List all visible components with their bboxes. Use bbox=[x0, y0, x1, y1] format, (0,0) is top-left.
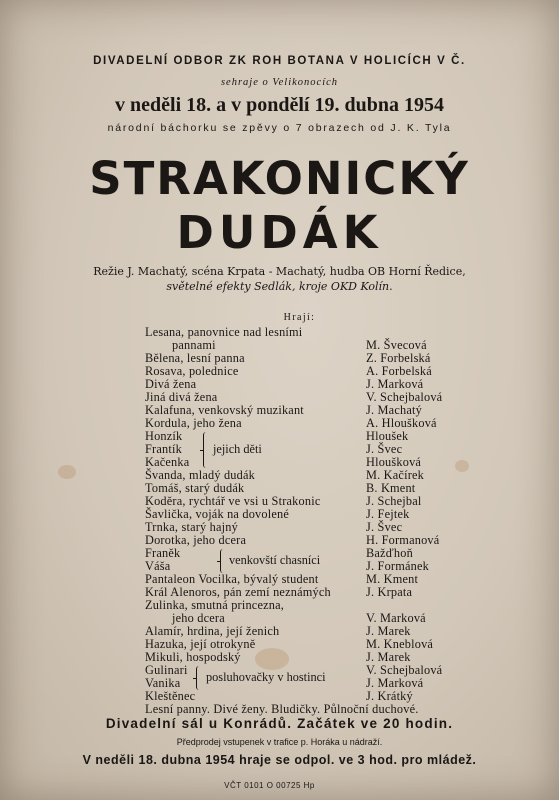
actor-name: Z. Forbelská bbox=[366, 351, 431, 365]
actor-name: B. Kment bbox=[366, 481, 416, 495]
title-line-1: STRAKONICKÝ bbox=[89, 152, 470, 205]
actor-name: J. Švec bbox=[366, 442, 403, 456]
role-name: Tomáš, starý dudák bbox=[145, 481, 245, 495]
actor-name: V. Schejbalová bbox=[366, 663, 443, 677]
organizer-line: DIVADELNÍ ODBOR ZK ROH BOTANA V HOLICÍCH V Č. bbox=[93, 55, 466, 67]
title-line-2: DUDÁK bbox=[176, 206, 383, 259]
group-label: venkovští chasníci bbox=[229, 553, 321, 567]
actor-name: J. Schejbal bbox=[366, 494, 422, 508]
role-name: Hazuka, její otrokyně bbox=[145, 637, 256, 651]
group-label: jejich děti bbox=[213, 442, 262, 456]
actor-name: Bažďhoň bbox=[366, 546, 413, 560]
matinee-line: V neděli 18. dubna 1954 hraje se odpol. ve 3 hod. pro mládež. bbox=[82, 753, 477, 767]
actor-name: Hloušková bbox=[366, 455, 422, 469]
role-name: Franěk bbox=[145, 546, 181, 560]
role-name: Koděra, rychtář ve vsi u Strakonic bbox=[145, 494, 321, 508]
brace bbox=[196, 666, 202, 690]
actor-name: J. Machatý bbox=[366, 403, 422, 417]
actor-name: M. Kačírek bbox=[366, 468, 424, 482]
actor-name: V. Schejbalová bbox=[366, 390, 443, 404]
role-name: Lesní panny. Divé ženy. Bludičky. Půlnoční duchové. bbox=[145, 702, 419, 716]
brace bbox=[203, 432, 209, 468]
role-name: Rosava, polednice bbox=[145, 364, 239, 378]
print-code: VČT 0101 O 00725 Hp bbox=[224, 781, 315, 790]
role-name: Kordula, jeho žena bbox=[145, 416, 242, 430]
actor-name: J. Marek bbox=[366, 650, 411, 664]
performs-line: sehraje o Velikonocích bbox=[220, 77, 339, 88]
performance-dates: v neděli 18. a v pondělí 19. dubna 1954 bbox=[115, 94, 444, 116]
role-name: Váša bbox=[145, 559, 171, 573]
actor-name: J. Krátký bbox=[366, 689, 413, 703]
role-name: Švanda, mladý dudák bbox=[145, 468, 256, 482]
role-name: Bělena, lesní panna bbox=[145, 351, 245, 365]
actor-name: J. Marková bbox=[366, 377, 424, 391]
role-name: Kalafuna, venkovský muzikant bbox=[145, 403, 304, 417]
actor-name: J. Švec bbox=[366, 520, 403, 534]
actor-name: J. Marková bbox=[366, 676, 424, 690]
actor-name: M. Kment bbox=[366, 572, 419, 586]
role-name: Gulinari bbox=[145, 663, 188, 677]
actor-name: J. Formánek bbox=[366, 559, 429, 573]
brace bbox=[220, 549, 226, 573]
actor-name: H. Formanová bbox=[366, 533, 440, 547]
role-name: Alamír, hrdina, její ženich bbox=[145, 624, 280, 638]
role-name: Jiná divá žena bbox=[145, 390, 218, 404]
role-name: pannami bbox=[172, 338, 216, 352]
cast-heading: Hrají: bbox=[283, 312, 316, 323]
actor-name: Hloušek bbox=[366, 429, 409, 443]
role-name: Divá žena bbox=[145, 377, 197, 391]
actor-name: J. Marek bbox=[366, 624, 411, 638]
play-subtitle: národní báchorku se zpěvy o 7 obrazech od J. K. Tyla bbox=[107, 122, 452, 134]
role-name: Dorotka, jeho dcera bbox=[145, 533, 247, 547]
role-name: Král Alenoros, pán zemí neznámých bbox=[145, 585, 331, 599]
actor-name: M. Kneblová bbox=[366, 637, 434, 651]
role-name: Lesana, panovnice nad lesními bbox=[145, 325, 303, 339]
actor-name: J. Krpata bbox=[366, 585, 413, 599]
presale-line: Předprodej vstupenek v trafice p. Horáka u nádraží. bbox=[176, 737, 383, 747]
actor-name: J. Fejtek bbox=[366, 507, 410, 521]
role-name: Kleštěnec bbox=[145, 689, 196, 703]
role-name: Trnka, starý hajný bbox=[145, 520, 238, 534]
actor-name: A. Forbelská bbox=[366, 364, 432, 378]
role-name: Mikuli, hospodský bbox=[145, 650, 241, 664]
role-name: Vanika bbox=[145, 676, 181, 690]
group-label: posluhovačky v hostinci bbox=[206, 670, 326, 684]
credits-line-2: světelné efekty Sedlák, kroje OKD Kolín. bbox=[166, 280, 393, 293]
role-name: Zulinka, smutná princezna, bbox=[145, 598, 285, 612]
role-name: jeho dcera bbox=[172, 611, 225, 625]
venue-line: Divadelní sál u Konrádů. Začátek ve 20 hodin. bbox=[105, 716, 454, 731]
role-name: Kačenka bbox=[145, 455, 190, 469]
role-name: Pantaleon Vocilka, bývalý student bbox=[145, 572, 319, 586]
actor-name: A. Hloušková bbox=[366, 416, 437, 430]
actor-name: V. Marková bbox=[366, 611, 426, 625]
role-name: Honzík bbox=[145, 429, 183, 443]
credits-line-1: Režie J. Machatý, scéna Krpata - Machatý, hudba OB Horní Ředice, bbox=[93, 265, 466, 278]
actor-name: M. Švecová bbox=[366, 338, 427, 352]
role-name: Frantík bbox=[145, 442, 182, 456]
role-name: Šavlička, voják na dovolené bbox=[145, 507, 290, 521]
